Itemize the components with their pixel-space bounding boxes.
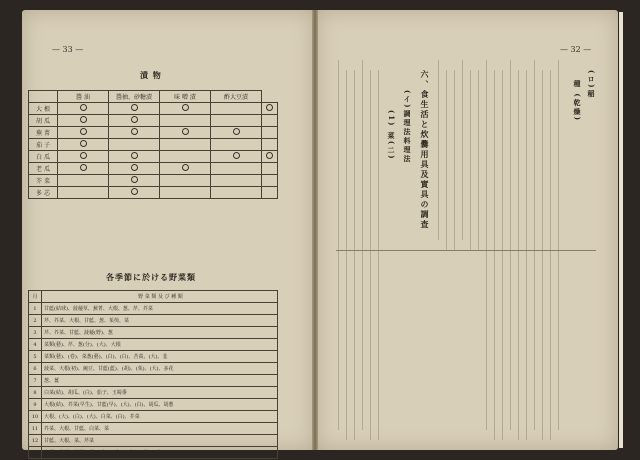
month-cell: 3 [29,327,42,339]
vegetables-cell: 白菜(結)、胡瓜、(白)、茄子、玉蜀黍 [42,387,278,399]
table-row [29,315,278,327]
month-cell: 8 [29,387,42,399]
month-cell: 13 [29,447,42,459]
circle-mark-icon [131,176,138,183]
table-cell [211,139,262,151]
table-row [29,411,278,423]
row-label: 老 瓜 [29,163,58,175]
text-column-rule [518,70,519,440]
table-cell [262,127,278,139]
pickles-table-title: 漬 物 [140,70,162,80]
table-row [29,127,278,139]
month-cell: 9 [29,399,42,411]
table-cell [58,115,109,127]
table-cell [262,187,278,199]
vegetables-cell: 大根、(大)、(白)、(大)、白菜、(白)、芥菜 [42,411,278,423]
table-cell [58,151,109,163]
table-cell [211,163,262,175]
text-column-rule [354,70,355,440]
table-row [29,187,278,199]
table-row [29,351,278,363]
text-column-rule [446,70,447,250]
page-number-left: — 33 — [52,45,84,54]
table-cell [262,175,278,187]
vegetables-cell: 大根、甘藍、芥菜、芹、(大)、(大)、(白)、(甘)、(白) [42,447,278,459]
table-row [29,399,278,411]
circle-mark-icon [80,164,87,171]
table-cell [160,139,211,151]
circle-mark-icon [131,152,138,159]
text-column-rule [454,70,455,250]
table-cell [58,163,109,175]
table-cell [58,103,109,115]
table-cell [160,127,211,139]
text-column-rule [470,70,471,250]
circle-mark-icon [80,104,87,111]
table-row [29,447,278,459]
text-column-rule [370,70,371,440]
month-cell: 10 [29,411,42,423]
vegetables-cell: 甘藍、大根、菜、芹菜 [42,435,278,447]
month-cell: 6 [29,363,42,375]
table-cell [160,151,211,163]
table-header-row [29,91,278,103]
month-cell: 12 [29,435,42,447]
table-cell [160,187,211,199]
table-cell [160,103,211,115]
text-column-rule [362,60,363,430]
circle-mark-icon [131,104,138,111]
text-column-rule [486,60,487,430]
table-row [29,151,278,163]
table-cell [109,151,160,163]
row-label: 胡 瓜 [29,115,58,127]
table-cell [58,175,109,187]
vegetables-cell: 芹、芥菜、甘藍、菠薐(野)、葱 [42,327,278,339]
text-column-rule [338,60,339,430]
circle-mark-icon [131,164,138,171]
table-row [29,175,278,187]
table-row [29,363,278,375]
table-cell [109,163,160,175]
table-cell [109,103,160,115]
vegetable-table [28,290,278,459]
text-column-rule [478,70,479,250]
circle-mark-icon [266,104,273,111]
text-column-rule [378,70,379,440]
text-column-rule [534,60,535,430]
circle-mark-icon [182,104,189,111]
table-cell [211,151,262,163]
table-cell [262,115,278,127]
circle-mark-icon [131,188,138,195]
text-column-rule [346,70,347,440]
text-column-rule [542,70,543,440]
pickles-table [28,90,278,199]
month-cell: 1 [29,303,42,315]
vegetables-cell: 菠菜、大根(初)、豌豆、甘藍(藍)、(胡)、(茱)、(大)、多花 [42,363,278,375]
table-cell [211,127,262,139]
vegetables-cell: 菜類(藝)、芹、葱(分)、(大)、大根 [42,339,278,351]
text-column-rule [558,60,559,430]
table-row [29,115,278,127]
row-label: 大 根 [29,103,58,115]
table-cell [58,139,109,151]
table-row [29,163,278,175]
month-cell: 2 [29,315,42,327]
circle-mark-icon [80,128,87,135]
circle-mark-icon [233,128,240,135]
sub-heading: (イ)調理法料理法 [403,90,412,164]
table-cell [58,187,109,199]
table-cell [262,103,278,115]
vegetables-cell: 葱、薑 [42,375,278,387]
circle-mark-icon [266,152,273,159]
table-cell [211,187,262,199]
table-cell [160,175,211,187]
table-cell [211,175,262,187]
circle-mark-icon [80,152,87,159]
row-label: 多 芯 [29,187,58,199]
row-label: 茄 子 [29,139,58,151]
vegetables-cell: 芹、芥菜、大根、甘藍、葱、茱萸、菜 [42,315,278,327]
circle-mark-icon [182,128,189,135]
vegetables-cell: 芥菜、大根、甘藍、白菜、菜 [42,423,278,435]
page-edge [619,12,623,448]
text-column-rule [462,60,463,240]
vegetables-cell: 菜類(藝)、(卷)、菜葱(藝)、(白)、(白)、苦萵、(大)、韮 [42,351,278,363]
table-row [29,375,278,387]
table-row [29,435,278,447]
month-cell: 4 [29,339,42,351]
table-header-cell: 月 [29,291,42,303]
section-heading: 六、食生活と炊爨用具及實具の調査 [420,70,430,230]
table-cell [58,127,109,139]
sub-heading-2: (1) 菜(二) [387,110,396,161]
left-heading: (ロ)稲 [587,70,596,99]
text-column-rule [502,70,503,440]
table-cell [109,175,160,187]
text-column-rule [526,70,527,440]
table-header-cell: 酢大豆漬 [211,91,262,103]
book-gutter [312,10,318,450]
circle-mark-icon [131,128,138,135]
circle-mark-icon [80,116,87,123]
section-divider [336,250,596,251]
table-cell [211,115,262,127]
table-header-cell: 醬 油 [58,91,109,103]
table-header-cell: 野 菜 類 及 び 種 類 [42,291,278,303]
table-header-cell: 醬抽、砂糖漬 [109,91,160,103]
text-column-rule [494,70,495,440]
page-number-right: — 32 — [560,45,592,54]
table-cell [160,115,211,127]
table-row [29,103,278,115]
text-column-rule [550,70,551,440]
text-column-rule [438,60,439,240]
table-cell [109,127,160,139]
left-heading-2: 種 (乾燥) [573,80,582,123]
vegetables-cell: 甘藍(結球)、菠薐草、蕪菁、大根、葱、芹、芥菜 [42,303,278,315]
text-column-rule [510,60,511,430]
row-label: 芥 菜 [29,175,58,187]
table-cell [262,139,278,151]
circle-mark-icon [80,140,87,147]
table-row [29,139,278,151]
table-header-cell: 味 噌 漬 [160,91,211,103]
table-cell [211,103,262,115]
table-cell [109,115,160,127]
row-label: 白 瓜 [29,151,58,163]
circle-mark-icon [182,164,189,171]
circle-mark-icon [131,116,138,123]
table-row [29,327,278,339]
table-row [29,423,278,435]
table-header-cell [29,91,58,103]
vegetables-cell: 大根(結)、芥菜(早生)、甘藍(早)、(大)、(白)、胡瓜、胡蔥 [42,399,278,411]
month-cell: 5 [29,351,42,363]
table-cell [160,163,211,175]
table-cell [262,151,278,163]
table-cell [109,139,160,151]
circle-mark-icon [233,152,240,159]
table-row [29,303,278,315]
table-cell [262,163,278,175]
vegetable-table-title: 各季節に於ける野菜類 [106,272,196,282]
table-row [29,339,278,351]
row-label: 蕪 菁 [29,127,58,139]
table-row [29,387,278,399]
month-cell: 7 [29,375,42,387]
month-cell: 11 [29,423,42,435]
table-cell [109,187,160,199]
